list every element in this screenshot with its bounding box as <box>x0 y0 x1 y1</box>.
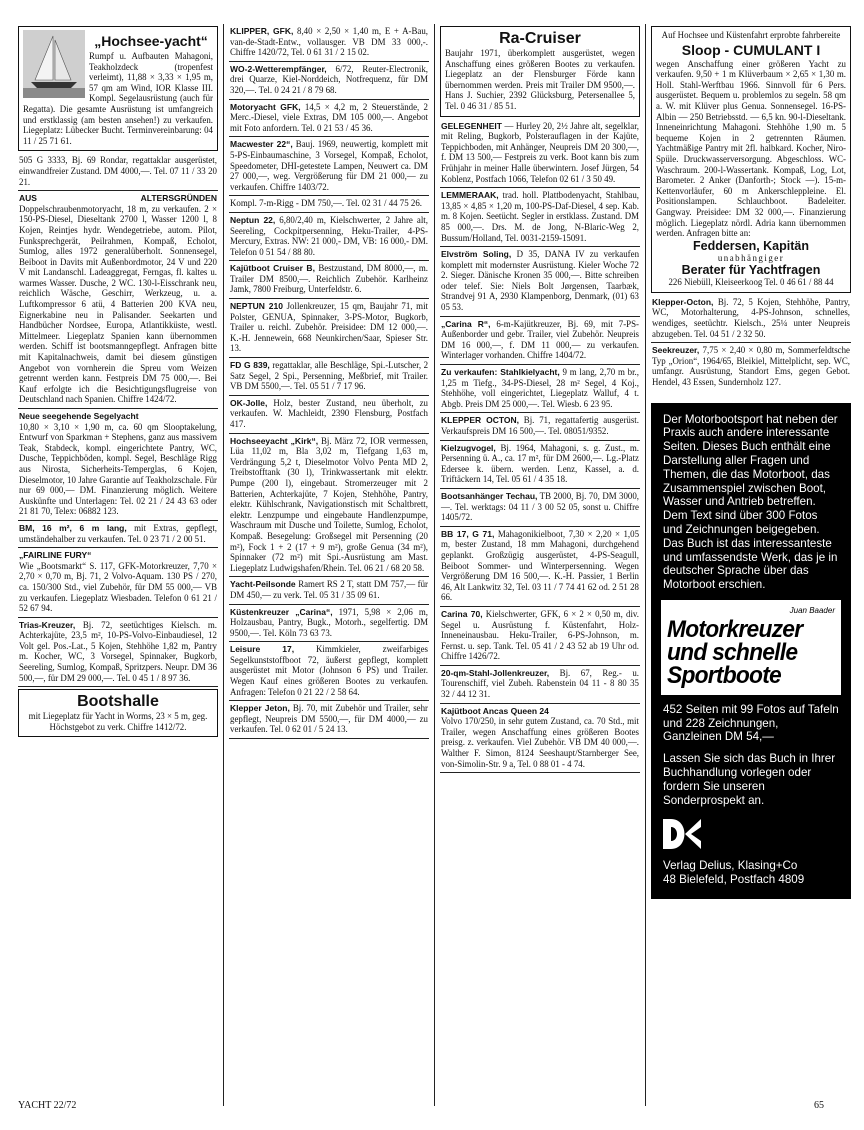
ad-text: D 35, DANA IV zu verkaufen komplett mit modernster Ausrüstung. Kieler Woche 72 2. Sieger. Dänische Kronen 35 000,—. Bitte schreiben oder telef. Sie: Niels Bolt Jørgensen, Taarbæk, Strandvej 91 A, 2930 Klampenborg, Denmark, (01) 63 05 53. <box>441 249 640 313</box>
ad-text: Kielschwerter, GFK, 6 × 2 × 0,50 m, div. Segel u. Ausrüstung f. Küstenfahrt, Holz-Inneneinausbau. Heku-Trailer, 6-PS-Johnson, m. Fernst. u. sep. Tank. Tel. 05 41 / 2 43 52 ab 19 Uhr od. Chiffre 1426/72. <box>441 608 640 662</box>
ad-text: Bj. 72, 5 Kojen, Stehhöhe, Pantry, WC, Motorhalterung, 4-PS-Johnson, schnelles, wendiges, seetüchtr. Kielsch., 25¼ unter Neupreis abzugeben. Tel. 04 51 / 2 32 50. <box>652 296 851 339</box>
column-divider <box>434 24 435 1106</box>
ad-bootshalle <box>18 689 218 737</box>
ad-heading: Neptun 22, <box>230 214 276 225</box>
ad-text: 6/72, Reuter-Electronik, drei Quarze, Kiel-Norddeich, Notfrequenz, für DM 320,—. Tel. 0 24 21 / 8 79 68. <box>230 63 428 95</box>
ad-heading: BM, 16 m², 6 m lang, <box>19 522 127 533</box>
ad-heading: „Carina R“, <box>441 318 491 329</box>
ad-text: Volvo 170/250, in sehr gutem Zustand, ca. 70 Std., mit Trailer, wegen Anschaffung eines größeren Bootes preisg. z. verkaufen. Viel Zubehör. VB DM 40 000,—. Walther F. Simon, 8124 Seeshaupt/Starnberger See, von-Simolin-Str. 9 a, Tel. 0 88 01 - 4 74. <box>441 716 639 769</box>
ad-leisure <box>229 642 429 701</box>
ad-heading: Macwester 22“, <box>230 139 293 150</box>
ad-seekreuzer <box>651 343 851 390</box>
ad-klepper-octon-72 <box>651 295 851 343</box>
ad-ancas-queen <box>440 704 640 774</box>
ad-kielzugvogel <box>440 441 640 489</box>
ad-title: „Hochsee-yacht“ <box>94 33 208 49</box>
ad-text: Kimmkieler, zweifarbiges Segelkunststoffboot 72, äußerst gepflegt, komplett ausgerüstet mit Motor (Johnson 6 PS) und Trailer. Wegen Kauf eines größeren Bootes zu verkaufen. Anfragen: Telefon 0 21 22 / 2 58 64. <box>230 644 429 697</box>
footer-issue: YACHT 22/72 <box>18 1100 77 1111</box>
ad-bootsanhaenger <box>440 489 640 527</box>
publisher-logo <box>663 819 839 853</box>
ad-carina-r <box>440 317 640 365</box>
ad-title: Sloop - CUMULANT I <box>681 41 821 58</box>
ad-heading: OK-Jolle, <box>230 397 268 408</box>
ad-segelyacht <box>18 409 218 521</box>
dk-logo-icon <box>663 819 703 849</box>
ad-peilsonde <box>229 577 429 604</box>
ad-heading: Zu verkaufen: Stahlkielyacht, <box>441 367 560 378</box>
ad-jollenkreuzer <box>440 666 640 704</box>
ad-fd <box>229 358 429 396</box>
ad-text: Rumpf u. Aufbauten Mahagoni, Teakholzdeck (tropenfest verleimt), 11,88 × 3,33 × 1,95 m, 57 qm am Wind, IOR Klasse III. Kompl. Segelausrüstung (auch für Regatta). Die gesamte Ausrüstung ist umfangreich und erstklassig (am besten ansehen!) zu verkaufen. Liegeplatz: Lübecker Bucht. Terminvereinbarung: 04 11 / 25 71 61. <box>23 51 213 146</box>
ad-heading: Trias-Kreuzer, <box>19 619 76 630</box>
ad-text: Wie „Bootsmarkt“ S. 117, GFK-Motorkreuzer, 7,70 × 2,70 × 0,70 m, Bj. 71, 2 Volvo-Aquam. 130 PS / 270, ca. 150/300 Std., viel Zubehör, für DM 55 000,— VB zu verkaufen. Liegeplatz Wiesbaden. Telefon 0 61 21 / 52 67 94. <box>19 560 217 614</box>
ad-heading: Hochseeyacht „Kirk“, <box>230 435 319 446</box>
ad-heading: KLEPPER OCTON, <box>441 415 519 426</box>
ad-kirk <box>229 434 429 578</box>
ad-heading: WO-2-Wetterempfänger, <box>230 63 327 74</box>
ad-text: Bj. März 72, IOR vermessen, Lüa 11,02 m, Bla 3,02 m, Tiefgang 1,63 m, Verdrängung 5,2 t, Dieselmotor Volvo Penta MD 2, Treibstofftank (30 l), Trinkwassertank mit elektr. Pumpe (200 l), eingebaut. Stromerzeuger mit 2 Batterien, Achterkajüte, 7 Kojen, Stehhöhe, Pantry, elektr. Kühlschrank, Navigationstisch mit Schaltbrett, elektr. Lenzpumpe und eingebaute Handlenzpumpe, Waschraum mit Dusche und Toilette, Sumlog, Echolot, Kompaß. Besegelung: Großsegel mit Persenning (20 m²), Fock 1 + 2 (17 + 9 m²), große Genua (34 m²), Spinnaker (72 m²) mit Spi.-Ausrüstung am Mast. Liegeplatz Ludwigshafen/Rhein. Tel. 06 21 / 68 20 58. <box>230 435 428 573</box>
ad-rigg <box>229 196 429 213</box>
ad-cumulant <box>651 26 851 293</box>
ad-text: 10,80 × 3,10 × 1,90 m, ca. 60 qm Slooptakelung, Entwurf von Sparkman + Stephens, ganz aus massivem Teak, Stabdeck, kompl. eingerichtete Pantry, WC, Dusche, Teppichböden, kompl. Segel, Beschläge Rigg aus Nirosta, Sicherheits-Temperglas, 6 Kojen, Dieselmotor, 10 Jahre Garantie auf Teakholzschale. Für nur 69 000,— DM. Finanzierung möglich. Weitere Auskünfte und Unterlagen: Tel. 02 21 / 24 43 63 oder 21 81 70, Telex: 06882 123. <box>19 421 217 517</box>
ad-heading: GELEGENHEIT <box>441 120 502 131</box>
book-description: Der Motorbootsport hat neben der Praxis auch andere interessante Seiten. Dieses Buch enthält eine Darstellung aller Fragen und Themen, die das Motorboot, das Zusammenspiel zwischen Boot, Wasser und Antrieb betreffen. Dem Text sind über 300 Fotos und Zeichnungen beigegeben. Das Buch ist das interessanteste und umfassendste Werk, das je in deutscher Sprache über das Motorboot erschien. <box>663 412 838 592</box>
ad-bb17 <box>440 527 640 607</box>
book-call-to-action: Lassen Sie sich das Buch in Ihrer Buchhandlung vorlegen oder fordern Sie unseren Sonderprospekt an. <box>663 752 836 807</box>
ad-text: mit Liegeplatz für Yacht in Worms, 23 × 5 m, geg. Höchstgebot zu verk. Chiffre 1412/72. <box>28 711 208 732</box>
ad-macwester <box>229 137 429 196</box>
ad-heading: AUS ALTERSGRÜNDEN <box>19 193 217 204</box>
ad-text: 1971, 5,98 × 2,06 m, Holzausbau, Pantry, Bugk., Motorh., segelfertig. DM 9500,—. Tel. Köln 73 63 73. <box>230 606 428 638</box>
ad-neptun-210 <box>229 299 429 358</box>
ad-text: Bj. 1964, Mahagoni, s. g. Zust., m. Persenning ü. A., ca. 17 m², für DM 2600,—. Lg.-Platz Edersee k. übern. werden. Lenz, Kassel, a. d. Triftäckern 14, Tel. 05 61 / 4 35 18. <box>441 442 639 485</box>
ad-text: Bj. 72, seetüchtiges Kielsch. m. Achterkajüte, 23,5 m², 10-PS-Volvo-Einbaudiesel, 12 Volt gel. Pos.-Lat., 5 Kojen, Stehhöhe 1,82 m, Pantry m. Kocher, WC, 3 Vorsegel, Spinnaker, Bugkorb, Seereling, Sumlog, Kompaß, Spritzpers. Neupr. DM 36 500,—, für DM 29 000,—. Tel. 0 45 1 / 8 97 36. <box>19 619 218 683</box>
book-specs: 452 Seiten mit 99 Fotos auf Tafeln und 228 Zeichnungen, Ganzleinen DM 54,— <box>663 702 839 744</box>
ad-text: wegen Anschaffung einer größeren Yacht zu verkaufen. 9,50 + 1 m Klüverbaum × 2,65 × 1,30 m. Holl. Stahl-Werftbau 1966. Sinnvoll für 6 Pers. ausgerüstet. Bequem u. problemlos zu segeln. 58 qm a. W. mit Klüver plus Genua. Sonnensegel. 16-PS-Albin — 250 Betriebsstd. — 6,5 kn. 90-l-Dieseltank. Inneneinrichtung Mahagoni. Stehhöhe 1,90 m. 5 bequeme Kojen in 2 getrennten Räumen. Yachtmäßige Pantry mit 2fl. halbkard. Kocher, Niro-Spüle. Druckwasserversorgung. Abgeschloss. WC-Waschraum. 200-l-Wassertank. Kompaß, Log, Lot, Barometer. 2 Anker (Danforth-; Stock —). 15-m-Kettenvorläufer, 60 m Ankerschleppleine. El. Positionslampen. Schlauchboot. Badeleiter. Gangway. Preisidee: DM 32 000,—. Finanzierung möglich. Liegeplatz nördl. Adria kann übernommen werden. Anfragen bitte an: <box>656 58 846 239</box>
sailboat-photo <box>23 30 85 98</box>
ad-bm <box>18 521 218 548</box>
contact-name: Feddersen, Kapitän <box>693 238 809 253</box>
ad-text: Bj. 67, Reg.- u. Tourenschiff, viel Zubeh. Rabenstein 04 11 - 8 80 35 32 / 44 12 31. <box>441 667 639 700</box>
ad-text: Baujahr 1971, überkomplett ausgerüstet, wegen Anschaffung eines größeren Bootes zu verkaufen. Liegeplatz an der Flensburger Förde kann übernommen werden. Preis mit Trailer DM 9500,—. Hans J. Suchier, 2392 Glücksburg, Petersenallee 5, Tel. 0 46 31 / 85 51. <box>445 48 635 111</box>
column-1 <box>18 24 218 739</box>
ad-text: Holz, bester Zustand, neu überholt, zu verkaufen. W. Machleidt, 2390 Flensburg, Postfach 417. <box>230 397 428 429</box>
ad-text: Bj. 71, regattafertig ausgerüst. Verkaufspreis DM 16 500,—. Tel. 08051/9352. <box>441 415 639 436</box>
ad-trias-kreuzer <box>18 618 218 688</box>
ad-text: 6-m-Kajütkreuzer, Bj. 69, mit 7-PS-Außenborder und gebr. Trailer, viel Zubehör. Neupreis DM 16 000,—, f. DM 11 000,— zu verkaufen. Winterlager vorhanden. Chiffre 1404/72. <box>441 318 639 361</box>
ad-heading: NEPTUN 210 <box>230 301 283 312</box>
contact-role: Berater für Yachtfragen <box>681 263 821 278</box>
contact-address: 226 Niebüll, Kleiseerkoog Tel. 0 46 61 / 88 44 <box>668 277 834 288</box>
column-2 <box>229 24 429 739</box>
ad-text: 9 m lang, 2,70 m br., 1,25 m Tiefg., 34-PS-Diesel, 28 m² Segel, 4 Koj., Stehhöhe, voll eingerichtet, Liegeplatz Walluf, 4 t. Abgb. Preis DM 25 000,—. Tel. Wiesb. 6 23 95. <box>441 367 639 409</box>
column-3 <box>440 24 640 773</box>
sailboat-icon <box>23 30 85 98</box>
ad-505 <box>18 153 218 191</box>
ad-hochseeyacht <box>18 26 218 151</box>
ad-heading: 20-qm-Stahl-Jollenkreuzer, <box>441 667 550 678</box>
ad-heading: FD G 839, <box>230 360 270 371</box>
ad-text: regattaklar, alle Beschläge, Spi.-Lutscher, 2 Satz Segel, 2 Spi., Persenning, Meßbrief, mit Trailer. VB DM 5500,—. Tel. 05 51 / 7 17 96. <box>230 360 429 392</box>
ad-text: mit Extras, gepflegt, umständehalber zu verkaufen. Tel. 0 23 71 / 2 00 51. <box>19 522 217 544</box>
ad-lemmeraak <box>440 188 640 247</box>
ad-motoryacht-gfk <box>229 100 429 138</box>
ad-text: 505 G 3333, Bj. 69 Rondar, regattaklar ausgerüstet, einwandfreier Zustand. DM 4000,—. Tel. 07 11 / 33 20 21. <box>19 155 217 187</box>
ad-text: Mahagonikielboot, 7,30 × 2,20 × 1,05 m, bester Zustand, 18 mm Mahagoni, durchgehend geplankt. Großzügig ausgerüstet, 4-PS-Seagull, Beiboot Sommer- und Winterpersenning. Wegen Vergrößerung DM 16 500,—. K.-H. Passier, 1 Berlin 46, Alt Lankwitz 32, Tel. 03 11 / 7 74 41 62 od. 2 51 28 66. <box>441 528 640 603</box>
ad-wetterempfaenger <box>229 62 429 100</box>
ad-klipper <box>229 24 429 62</box>
book-cover-title <box>661 600 841 695</box>
book-title-line: und schnelle <box>667 638 798 666</box>
page-number: 65 <box>814 1100 824 1111</box>
ad-text: Ramert RS 2 T, statt DM 757,— für DM 450,— zu verk. Tel. 05 31 / 35 09 61. <box>230 579 428 600</box>
ad-text: 8,40 × 2,50 × 1,40 m, E + A-Bau, van-de-Stadt-Entw., vollausger. VB DM 33 000,-. Chiffre 1420/72, Tel. 0 61 31 / 2 15 02. <box>230 26 428 58</box>
ad-neptun-22 <box>229 213 429 261</box>
ad-heading: Klepper Jeton, <box>230 703 290 714</box>
ad-text: trad. holl. Plattbodenyacht, Stahlbau, 13,85 × 4,85 × 1,20 m, 100-PS-Daf-Diesel, 4 sep. Kab. m. 8 Kojen. Seetücht. Segler in erstklass. Zustand. DM 85 000,—. Drs. M. de Jong, N-Blaric-Weg 2, Bussum/Holland, Tel. 0031-2159-15091. <box>441 190 640 243</box>
ad-heading: „FAIRLINE FURY“ <box>19 550 92 561</box>
ad-text: TB 2000, Bj. 70, DM 3000,—. Tel. werktags: 04 11 / 3 00 52 05, sonst u. Chiffre 1405/72. <box>441 490 639 523</box>
contact-subtitle: unabhängiger <box>717 252 785 263</box>
ad-carina-70 <box>440 607 640 666</box>
column-divider <box>223 24 224 1106</box>
ad-heading: LEMMERAAK, <box>441 190 499 201</box>
ad-title: Bootshalle <box>77 693 159 711</box>
ad-heading: Motoryacht GFK, <box>230 101 301 112</box>
ad-heading: Kajütboot Ancas Queen 24 <box>441 705 549 716</box>
ad-text: Kompl. 7-m-Rigg - DM 750,—. Tel. 02 31 / 44 75 26. <box>230 198 422 209</box>
ad-text: — Hurley 20, 2½ Jahre alt, segelklar, mit Reling, Bugkorb, Polsterauflagen in der Kajüte, Teppichboden, mit Anhänger, Neupreis DM 20 300,—, f. DM 13 500,— Festpreis zu verk. Boot kann bis zum Frühjahr in meiner Halle überwintern. Josef Jürgen, 54 Koblenz, Postfach 1066, Telefon 02 61 / 3 50 49. <box>441 120 640 184</box>
ad-text: Bestzustand, DM 8000,—, m. Trailer DM 8500,—. Reichlich Zubehör. Karlheinz Jamk, 7800 Freiburg, Unterfeldstr. 6. <box>230 263 428 295</box>
ad-klepper-jeton <box>229 701 429 739</box>
ad-heading: Elvström Soling, <box>441 249 512 260</box>
ad-heading: Klepper-Octon, <box>652 296 714 307</box>
ad-text: Jollenkreuzer, 15 qm, Baujahr 71, mit Polster, GENUA, Spinnaker, 3-PS-Motor, Bugkorb, Trailer u. reichl. Zubehör. Preisidee: DM 12 000,—. K.-H. Jennewein, 668 Neunkirchen/Saar, Spieser Str. 13. <box>230 301 428 354</box>
column-divider <box>645 24 646 1106</box>
ad-text: Bauj. 1969, neuwertig, komplett mit 5-PS-Einbaumaschine, 3 Vorsegel, Kompaß, Echolot, Speedometer, DHI-getestete Lampen, Neuwert ca. DM 27 000,—, weg. Vergrößerung für DM 21 000,— zu verkaufen. Chiffre 1403/72. <box>230 139 429 192</box>
ad-heading: BB 17, G 71, <box>441 528 495 539</box>
ad-heading: Leisure 17, <box>230 644 295 655</box>
ad-heading: KLIPPER, GFK, <box>230 26 294 36</box>
ad-cruiser-b <box>229 261 429 299</box>
ad-carina-kuestenkreuzer <box>229 605 429 643</box>
ad-text: Bj. 70, mit Zubehör und Trailer, sehr gepflegt, Neupreis DM 5500,—, für DM 4000,— zu verkaufen. Tel. 0 62 01 / 5 24 13. <box>230 703 429 735</box>
ad-heading: Yacht-Peilsonde <box>230 579 296 590</box>
ad-heading: Seekreuzer, <box>652 345 700 356</box>
book-author: Juan Baader <box>789 605 835 615</box>
book-title-line: Sportboote <box>667 661 781 689</box>
ad-heading: Kajütboot Cruiser B, <box>230 263 315 274</box>
ad-stahlkielyacht <box>440 365 640 413</box>
ad-heading: Bootsanhänger Techau, <box>441 490 538 501</box>
ad-text: 7,75 × 2,40 × 0,80 m, Sommerfeldtsche Typ „Orion“, 1964/65, Bleikiel, Mittelplicht, sep. WC, umfangr. Ausrüstung, Standort Ems, gegen Gebot. Hendel, 43 Essen, Sundernholz 127. <box>652 345 851 388</box>
ad-heading: Neue seegehende Segelyacht <box>19 411 139 421</box>
ad-heading: Kielzugvogel, <box>441 442 496 453</box>
ad-klepper-octon <box>440 413 640 440</box>
ad-text: 6,80/2,40 m, Kielschwerter, 2 Jahre alt, Seereling, Cockpitpersenning, Heku-Trailer, 4-PS-Mercury, Extras. NW: 21 000,- DM, VB: 16 000,- DM. Telefon 0 51 54 / 88 80. <box>230 214 428 257</box>
book-advertisement <box>651 403 851 899</box>
ad-intro: Auf Hochsee und Küstenfahrt erprobte fahrbereite <box>661 30 841 40</box>
ad-title: Ra-Cruiser <box>499 30 581 47</box>
book-title-line: Motorkreuzer <box>667 615 803 643</box>
ad-gelegenheit <box>440 119 640 189</box>
ad-heading: Küstenkreuzer „Carina“, <box>230 606 333 617</box>
ad-text: Doppelschraubenmotoryacht, 18 m, zu verkaufen. 2 × 150-PS-Diesel, Dieseltank 2700 l, Wasser 1200 l, 8 Kojen, Reintjes hydr. Wendegetriebe, autom. Pilot, Funksprechgerät, Peilrahmen, Kompaß, Echolot, Sumlog, alles 1972 generalüberholt. Sonnensegel, Beiboot in Davits mit Außenbordmotor, 24 V und 220 V mit Landanschl. Ladeaggregat, Ferngas, fl. kaltes u. warmes Wasser. Dusche, 2 WC. 130-l-Eisschrank neu, reichlich Wäsche, Geschirr, Werkzeug, u. a. Luftkompressor 6 atü, 4 Batterien 200 KVA neu, Eignerkabine neu in Palisander. Seekarten und Handbücher Nordsee, Europa, Atlantikküste, westl. Mittelmeer. Liegeplatz Spanien kann übernommen werden. Schiff ist bootsmanngepflegt. Anfragen bitte mit Kapitalnachweis, damit bei diesem günstigen Angebot von vornherein die Spreu vom Weizen getrennt werden kann. Festpreis DM 75 000,—. Bei Kauf erfolgte ich die Besichtigungsflugreise von Deutschland nach Spanien. Chiffre 1424/72. <box>19 203 217 405</box>
ad-fairline-fury <box>18 548 218 618</box>
ad-ok-jolle <box>229 396 429 434</box>
ad-ra-cruiser <box>440 26 640 117</box>
ad-heading: Carina 70, <box>441 608 483 619</box>
ad-text: 14,5 × 4,2 m, 2 Steuerstände, 2 Merc.-Diesel, viele Extras, DM 105 000,—. Angebot mit Foto anfordern. Tel. 0 21 53 / 45 36. <box>230 101 428 133</box>
publisher-address: 48 Bielefeld, Postfach 4809 <box>663 872 805 886</box>
ad-motoryacht-altersgruenden <box>18 191 218 409</box>
column-4 <box>651 24 851 899</box>
publisher-name: Verlag Delius, Klasing+Co <box>663 859 798 873</box>
ad-soling <box>440 247 640 317</box>
